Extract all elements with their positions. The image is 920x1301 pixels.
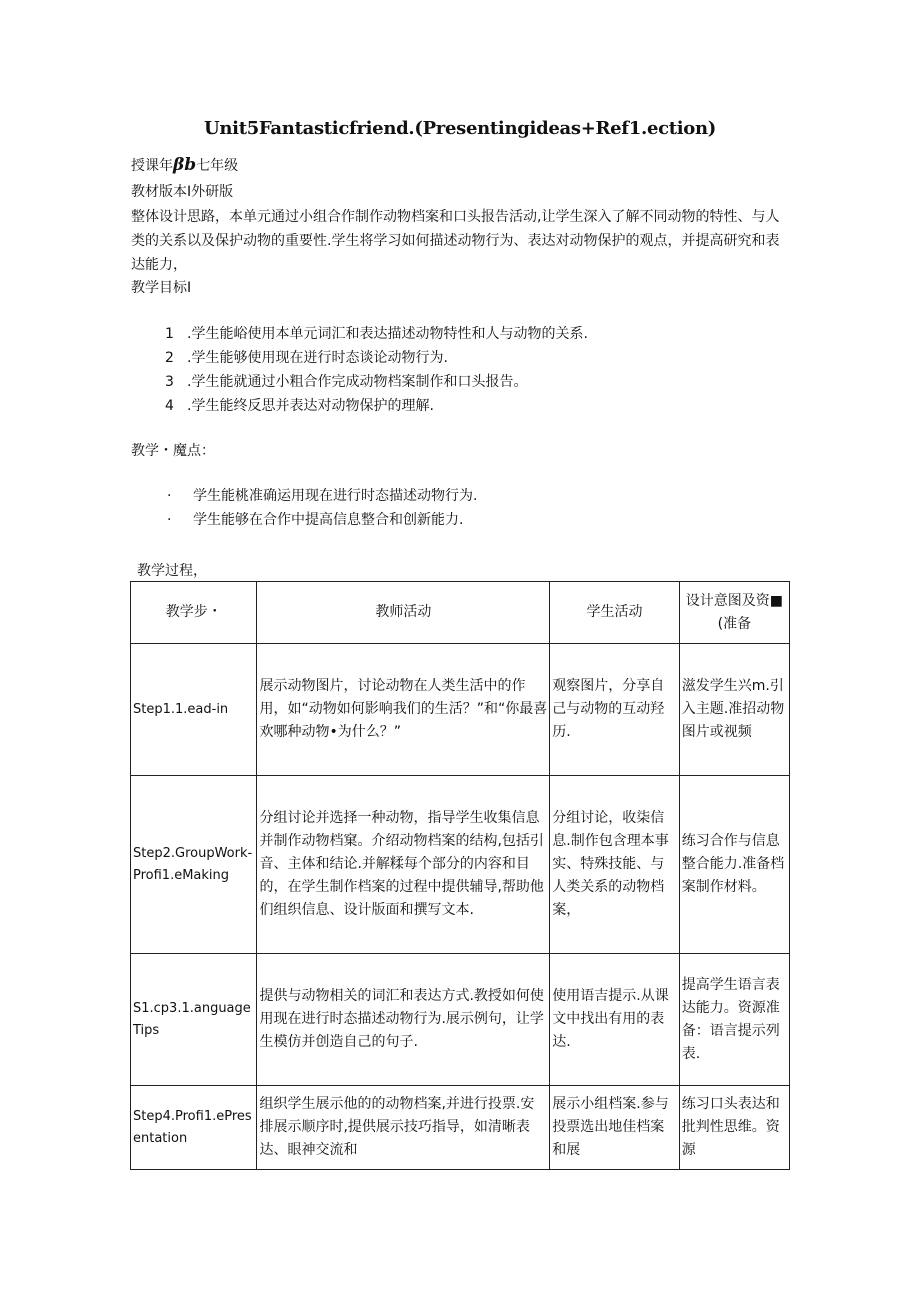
header-teacher: 教师活动	[257, 582, 550, 644]
table-row	[131, 776, 790, 954]
intent-cell: 提高学生语言表达能力。资源准备：语言提示列表.	[679, 954, 789, 1086]
difficulties-heading: 教学・魔点：	[131, 443, 215, 459]
difficulties-list	[167, 484, 477, 532]
bullet-icon: ·	[167, 512, 172, 528]
teacher-cell: 分组讨论并选择一种动物，指导学生收集信息并制作动物档窠。介绍动物档案的结构,包括引音、主体和结论.并解糅每个部分的内容和目的，在学生制作档案的过程中提供辅导,帮助他们组织信息、设计版面和撰写文本.	[257, 776, 550, 954]
difficulty-text: 学生能桃准确运用现在进行时态描述动物行为.	[193, 488, 478, 504]
bullet-icon: ·	[167, 488, 172, 504]
goal-text: .学生能峪使用本单元词汇和表达描述动物特性和人与动物的关系.	[187, 326, 588, 342]
goal-text: .学生能终反思并表达对动物保护的理解.	[187, 398, 434, 414]
goal-item	[165, 346, 588, 370]
design-idea-paragraph: 整体设计思路，本单元通过小组合作制作动物档案和口头报告活动,让学生深入了解不同动物的特性、与人类的关系以及保护动物的重要性.学生将学习如何描述动物行为、表达对动物保护的观点，并提高研究和表达能力，	[131, 209, 780, 273]
header-step: 教学步・	[131, 582, 257, 644]
grade-line	[131, 155, 238, 175]
goal-number: 1	[165, 326, 174, 342]
goal-item	[165, 370, 588, 394]
grade-value: 七年级	[196, 158, 239, 174]
intent-cell: 滋发学生兴m.引入主题.准招动物图片或视频	[679, 644, 789, 776]
process-heading: 教学过程，	[137, 563, 207, 579]
teacher-cell: 组织学生展示他的的动物档案,并进行投票.安排展示顺序时,提供展示技巧指导，如清晰表达、眼神交流和	[257, 1086, 550, 1170]
goal-number: 2	[165, 350, 174, 366]
goals-heading: 教学目标I	[131, 280, 192, 296]
header-intent: 设计意图及资■(准备	[679, 582, 789, 644]
goals-list	[165, 322, 588, 418]
document-title: Unit5Fantasticfriend.(Presentingideas+Ref1.ection)	[203, 118, 717, 139]
grade-label: 授课年	[131, 158, 173, 174]
goal-number: 4	[165, 398, 174, 414]
goal-item	[165, 394, 588, 418]
teacher-cell: 展示动物图片，讨论动物在人类生活中的作用，如“动物如何影响我们的生活？”和“你最喜欢哪种动物•为什么？”	[257, 644, 550, 776]
table-header-row	[131, 582, 790, 644]
teacher-cell: 提供与动物相关的词汇和表达方式.教授如何使用现在进行时态描述动物行为.展示例句，让学生模仿并创造自己的句子.	[257, 954, 550, 1086]
student-cell: 使用语吉提示.从课文中找出有用的表达.	[550, 954, 680, 1086]
intent-cell: 练习口头表达和批判性思维。资源	[679, 1086, 789, 1170]
table-row	[131, 954, 790, 1086]
student-cell: 分组讨论，收柒信息.制作包含理本事实、特殊技能、与人类关系的动物档案，	[550, 776, 680, 954]
table-row	[131, 644, 790, 776]
process-table	[130, 581, 790, 1170]
student-cell: 展示小组档案.参与投票选出地佳档案和展	[550, 1086, 680, 1170]
goal-number: 3	[165, 374, 174, 390]
difficulty-item	[167, 484, 477, 508]
difficulty-item	[167, 508, 477, 532]
grade-mark: βb	[173, 155, 197, 175]
step-cell: S1.cp3.1.anguageTips	[131, 954, 257, 1086]
step-cell: Step4.Profi1.ePresentation	[131, 1086, 257, 1170]
goal-item	[165, 322, 588, 346]
difficulty-text: 学生能够在合作中提高信息整合和创新能力.	[193, 512, 464, 528]
table-row	[131, 1086, 790, 1170]
student-cell: 观察图片，分享自己与动物的互动羟历.	[550, 644, 680, 776]
intent-cell: 练习合作与信息整合能力.准备档案制作材料。	[679, 776, 789, 954]
edition-line: 教材版本I外研版	[131, 184, 234, 200]
step-cell: Step1.1.ead-in	[131, 644, 257, 776]
step-cell: Step2.GroupWork-Profi1.eMaking	[131, 776, 257, 954]
goal-text: .学生能就通过小粗合作完成动物档案制作和口头报告。	[187, 374, 528, 390]
header-student: 学生活动	[550, 582, 680, 644]
goal-text: .学生能够使用现在迸行时态谈论动物行为.	[187, 350, 448, 366]
